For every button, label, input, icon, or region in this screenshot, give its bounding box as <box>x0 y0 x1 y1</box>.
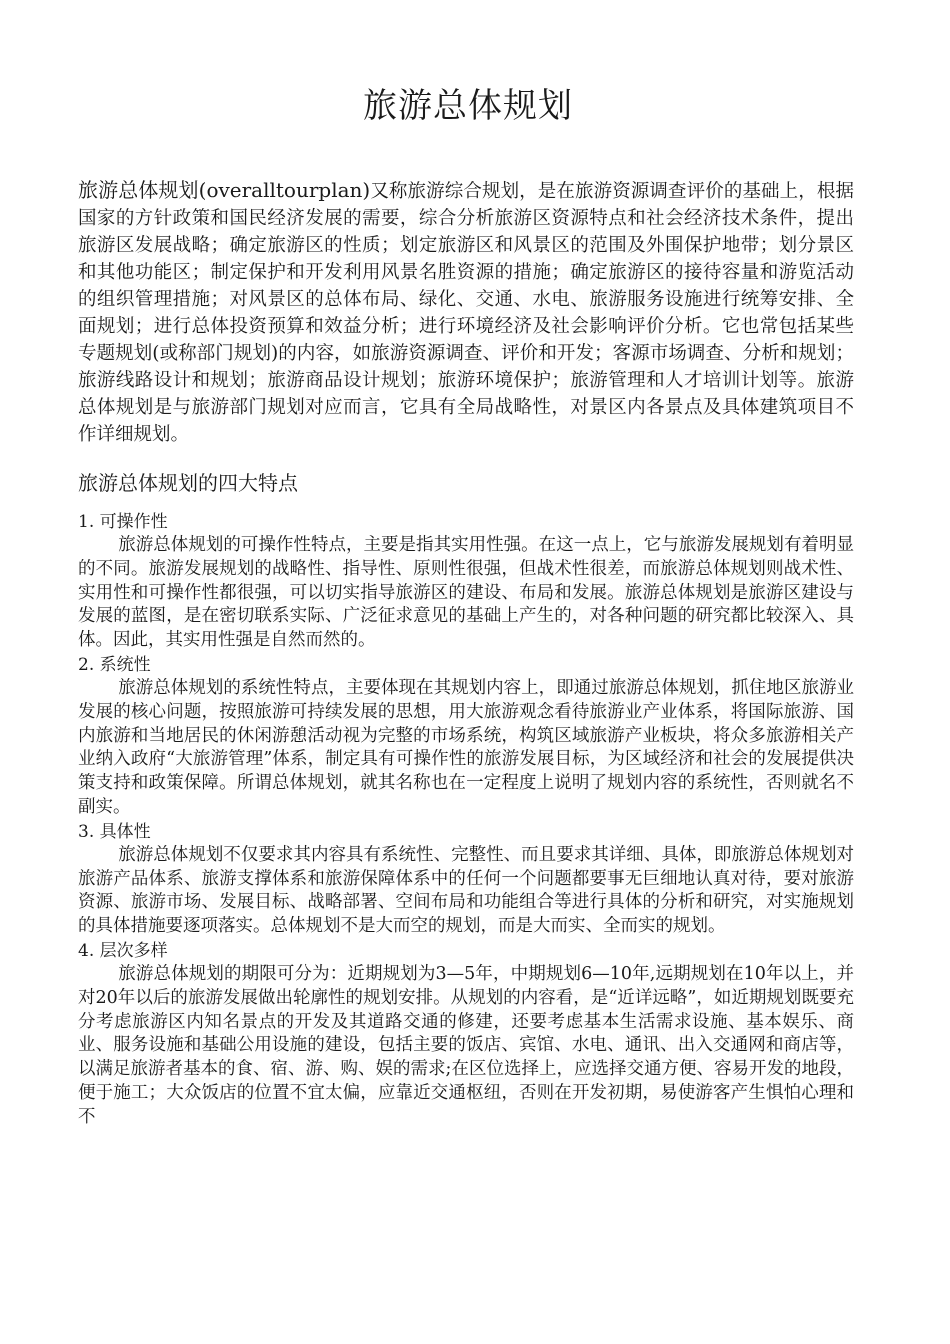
intro-lead-term: 旅游总体规划(overalltourplan) <box>78 178 371 202</box>
feature-item <box>78 820 854 939</box>
feature-body: 旅游总体规划的系统性特点，主要体现在其规划内容上，即通过旅游总体规划，抓住地区旅游业发展的核心问题，按照旅游可持续发展的思想，用大旅游观念看待旅游业产业体系，将国际旅游、国内旅游和当地居民的休闲游憩活动视为完整的市场系统，构筑区域旅游产业板块，将众多旅游相关产业纳入政府“大旅游管理”体系，制定具有可操作性的旅游发展目标，为区域经济和社会的发展提供决策支持和政策保障。所谓总体规划，就其名称也在一定程度上说明了规划内容的系统性，否则就名不副实。 <box>78 677 854 817</box>
feature-body: 旅游总体规划的可操作性特点，主要是指其实用性强。在这一点上，它与旅游发展规划有着明显的不同。旅游发展规划的战略性、指导性、原则性很强，但战术性很差，而旅游总体规划则战术性、实用性和可操作性都很强，可以切实指导旅游区的建设、布局和发展。旅游总体规划是旅游区建设与发展的蓝图，是在密切联系实际、广泛征求意见的基础上产生的，对各种问题的研究都比较深入、具体。因此，其实用性强是自然而然的。 <box>78 535 854 651</box>
intro-paragraph <box>78 177 854 448</box>
feature-body: 旅游总体规划的期限可分为：近期规划为3—5年，中期规划6—10年,远期规划在10年以上，并对20年以后的旅游发展做出轮廓性的规划安排。从规划的内容看，是“近详远略”，如近期规划既要充分考虑旅游区内知名景点的开发及其道路交通的修建，还要考虑基本生活需求设施、基本娱乐、商业、服务设施和基础公用设施的建设，包括主要的饭店、宾馆、水电、通讯、出入交通网和商店等，以满足旅游者基本的食、宿、游、购、娱的需求;在区位选择上，应选择交通方便、容易开发的地段，便于施工；大众饭店的位置不宜太偏，应靠近交通枢纽，否则在开发初期，易使游客产生惧怕心理和不 <box>78 963 854 1127</box>
section-heading: 旅游总体规划的四大特点 <box>78 471 298 495</box>
intro-text: 又称旅游综合规划，是在旅游资源调查评价的基础上，根据国家的方针政策和国民经济发展的需要，综合分析旅游区资源特点和社会经济技术条件，提出旅游区发展战略；确定旅游区的性质；划定旅游区和风景区的范围及外围保护地带；划分景区和其他功能区；制定保护和开发利用风景名胜资源的措施；确定旅游区的接待容量和游览活动的组织管理措施；对风景区的总体布局、绿化、交通、水电、旅游服务设施进行统筹安排、全面规划；进行总体投资预算和效益分析；进行环境经济及社会影响评价分析。它也常包括某些专题规划(或称部门规划)的内容，如旅游资源调查、评价和开发；客源市场调查、分析和规划；旅游线路设计和规划；旅游商品设计规划；旅游环境保护；旅游管理和人才培训计划等。旅游总体规划是与旅游部门规划对应而言，它具有全局战略性，对景区内各景点及具体建筑项目不作详细规划。 <box>78 181 854 445</box>
feature-title: 4. 层次多样 <box>78 940 168 961</box>
document-title: 旅游总体规划 <box>363 86 573 126</box>
feature-title: 2. 系统性 <box>78 654 151 675</box>
feature-title: 3. 具体性 <box>78 821 151 842</box>
feature-item <box>78 510 854 653</box>
feature-item <box>78 653 854 820</box>
feature-list <box>78 510 854 1130</box>
feature-title: 1. 可操作性 <box>78 512 168 532</box>
feature-body: 旅游总体规划不仅要求其内容具有系统性、完整性、而且要求其详细、具体，即旅游总体规划对旅游产品体系、旅游支撑体系和旅游保障体系中的任何一个问题都要事无巨细地认真对待，要对旅游资源、旅游市场、发展目标、战略部署、空间布局和功能组合等进行具体的分析和研究，对实施规划的具体措施要逐项落实。总体规划不是大而空的规划，而是大而实、全而实的规划。 <box>78 844 854 937</box>
feature-item <box>78 939 854 1130</box>
